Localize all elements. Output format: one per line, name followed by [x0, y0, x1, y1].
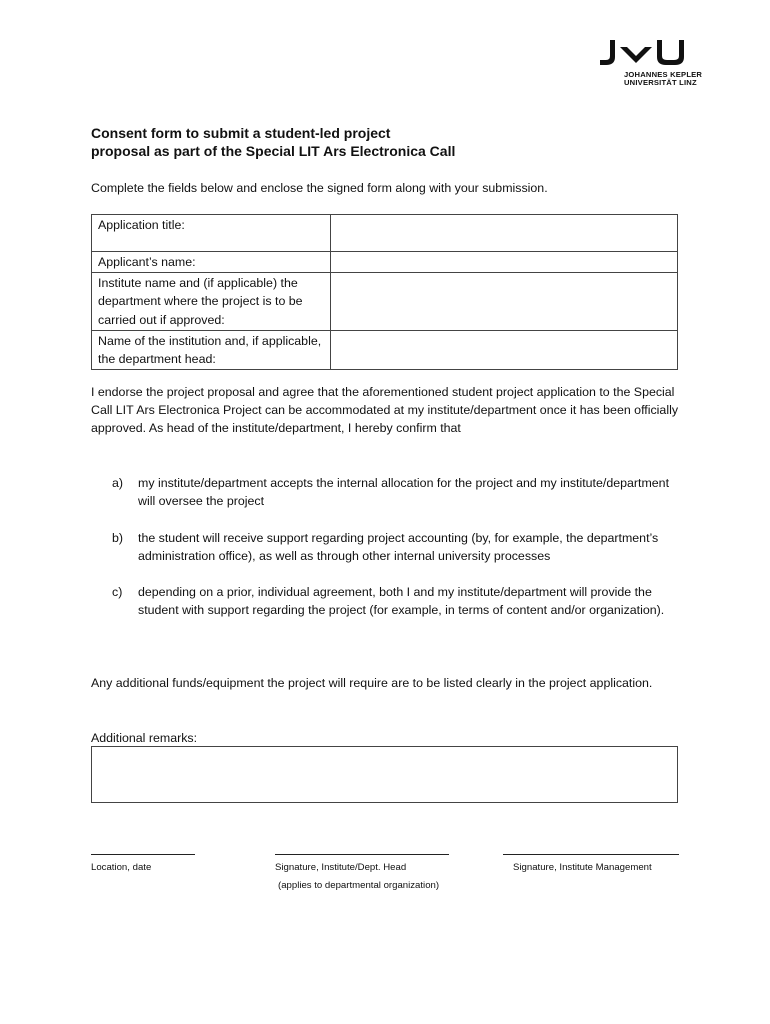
intro-text: Complete the fields below and enclose the signed form along with your submission. — [91, 181, 548, 195]
management-signature-label: Signature, Institute Management — [513, 862, 652, 873]
application-title-field[interactable] — [331, 215, 678, 252]
field-label-application-title: Application title: — [92, 215, 331, 252]
funds-note: Any additional funds/equipment the project will require are to be listed clearly in the project application. — [91, 676, 653, 690]
table-row — [92, 215, 678, 252]
field-label-applicant-name: Applicant’s name: — [92, 252, 331, 273]
institute-name-field[interactable] — [331, 273, 678, 331]
additional-remarks-field[interactable] — [91, 746, 678, 803]
confirmation-list — [112, 474, 672, 638]
list-item — [112, 474, 672, 510]
table-row — [92, 330, 678, 369]
list-item-text: the student will receive support regarding project accounting (by, for example, the department’s administration office), as well as through other internal university processes — [138, 530, 659, 563]
endorsement-text: I endorse the project proposal and agree that the aforementioned student project application to the Special Call LIT Ars Electronica Project can be accommodated at my institute/department once it has been officially approved. As head of the institute/department, I hereby confirm that — [91, 385, 679, 436]
institute-head-signature-label: Signature, Institute/Dept. Head — [275, 862, 407, 873]
list-item-text: my institute/department accepts the internal allocation for the project and my institute/department will oversee the project — [138, 476, 670, 509]
form-title — [91, 124, 455, 160]
table-row — [92, 273, 678, 331]
jku-logo-mark — [598, 38, 690, 68]
institute-head-note: (applies to departmental organization) — [278, 880, 440, 891]
list-marker: c) — [112, 585, 123, 600]
department-head-field[interactable] — [331, 330, 678, 369]
application-fields-table — [91, 214, 678, 370]
applicant-name-field[interactable] — [331, 252, 678, 273]
remarks-label: Additional remarks: — [91, 731, 198, 745]
list-item — [112, 529, 672, 565]
list-marker: a) — [112, 476, 124, 490]
field-label-institute-name: Institute name and (if applicable) the department where the project is to be carried out if approved: — [92, 273, 331, 331]
institute-head-signature-line[interactable] — [275, 854, 449, 855]
list-marker: b) — [112, 530, 124, 545]
jku-logo — [598, 38, 708, 87]
location-date-line[interactable] — [91, 854, 195, 855]
list-item-text: depending on a prior, individual agreement, both I and my institute/department will provide the student with support regarding the project (for example, in terms of content and/or organization). — [138, 585, 665, 618]
logo-text-line2: UNIVERSITÄT LINZ — [624, 78, 697, 87]
location-date-label: Location, date — [91, 862, 152, 873]
form-title-line2: proposal as part of the Special LIT Ars Electronica Call — [91, 143, 456, 159]
list-item — [112, 583, 672, 619]
field-label-department-head: Name of the institution and, if applicable, the department head: — [92, 330, 331, 369]
table-row — [92, 252, 678, 273]
logo-text-line1: JOHANNES KEPLER — [624, 70, 703, 79]
form-title-line1: Consent form to submit a student-led project — [91, 125, 391, 141]
management-signature-line[interactable] — [503, 854, 679, 855]
